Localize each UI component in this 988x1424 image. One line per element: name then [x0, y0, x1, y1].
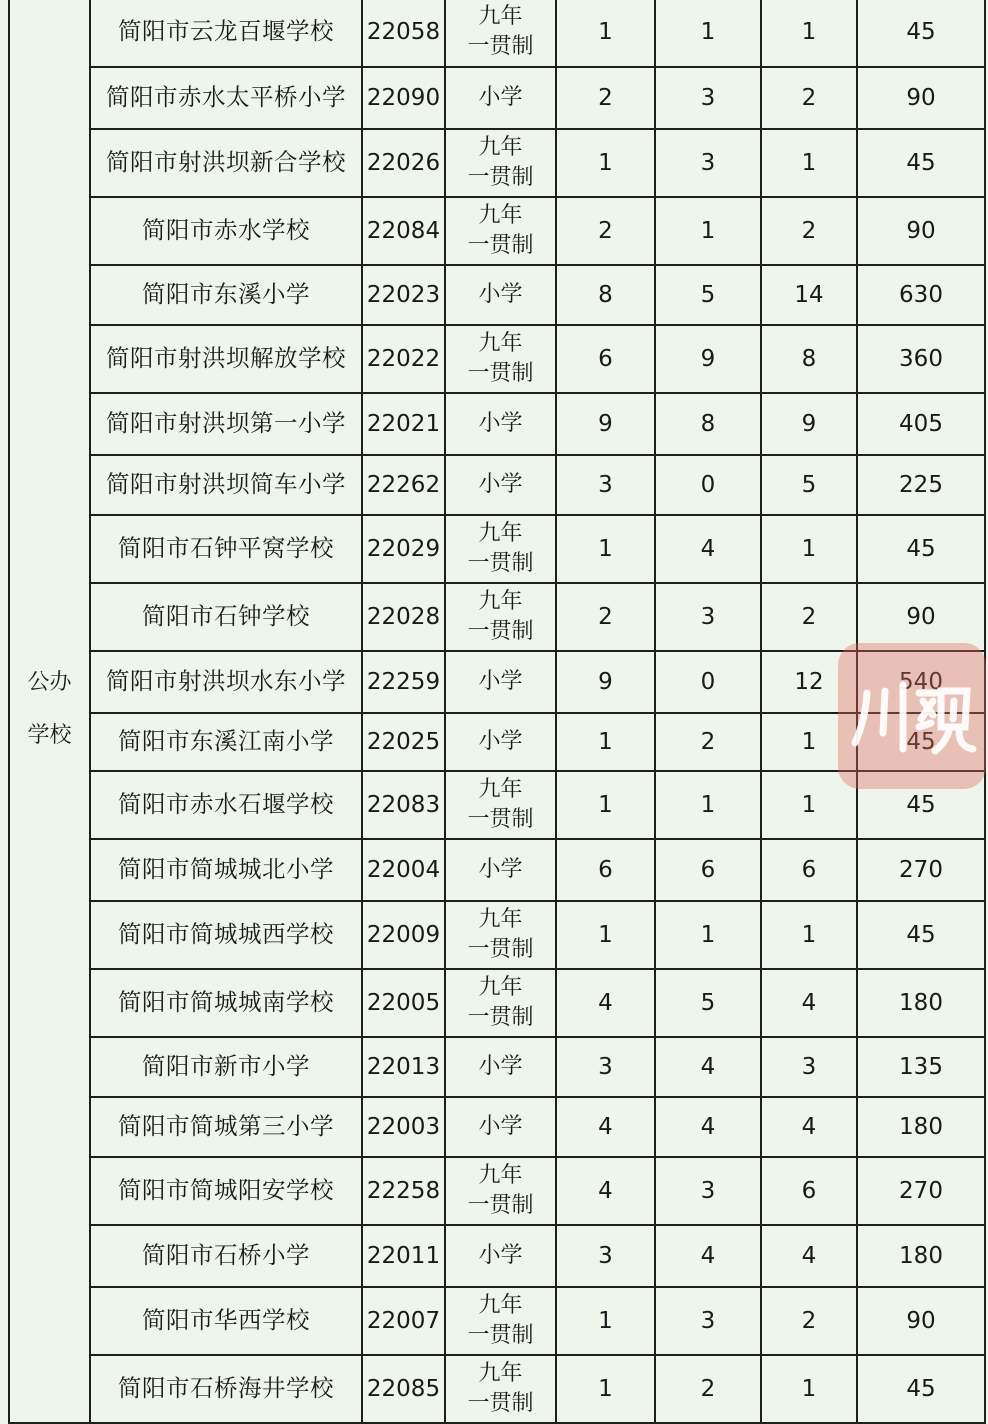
total-cell: 45	[857, 1355, 985, 1423]
table-row	[9, 393, 985, 455]
total-cell: 45	[857, 901, 985, 969]
school-code-cell: 22023	[362, 265, 445, 325]
school-type-cell	[445, 901, 556, 969]
total-cell: 630	[857, 265, 985, 325]
school-type-cell	[445, 265, 556, 325]
school-name-cell: 简阳市简城第三小学	[90, 1097, 362, 1157]
count-cell-1: 1	[556, 129, 655, 197]
count-cell-2: 4	[655, 1097, 761, 1157]
school-name-cell: 简阳市石钟学校	[90, 583, 362, 651]
school-type-line: 小学	[478, 410, 523, 436]
school-code-cell: 22007	[362, 1287, 445, 1355]
school-name-cell: 简阳市射洪坝解放学校	[90, 325, 362, 393]
chuanguan-logo-icon	[847, 671, 977, 761]
total-cell: 180	[857, 969, 985, 1037]
school-code-cell: 22084	[362, 197, 445, 265]
school-name-cell: 简阳市赤水石堰学校	[90, 771, 362, 839]
school-type-line: 小学	[478, 1242, 523, 1268]
count-cell-1: 4	[556, 1097, 655, 1157]
count-cell-1: 1	[556, 771, 655, 839]
table-row	[9, 265, 985, 325]
school-type-cell	[445, 969, 556, 1037]
count-cell-3: 6	[761, 1157, 857, 1225]
total-cell: 180	[857, 1097, 985, 1157]
table-row	[9, 1355, 985, 1423]
table-row	[9, 969, 985, 1037]
table-row	[9, 1037, 985, 1097]
school-code-cell: 22028	[362, 583, 445, 651]
count-cell-2: 1	[655, 771, 761, 839]
count-cell-1: 3	[556, 1037, 655, 1097]
total-cell: 225	[857, 455, 985, 515]
total-cell: 270	[857, 839, 985, 901]
school-type-cell	[445, 0, 556, 67]
school-type-cell	[445, 455, 556, 515]
total-cell: 90	[857, 1287, 985, 1355]
count-cell-3: 1	[761, 901, 857, 969]
school-name-cell: 简阳市射洪坝第一小学	[90, 393, 362, 455]
count-cell-2: 4	[655, 1225, 761, 1287]
school-type-line: 九年	[478, 134, 523, 160]
table-row	[9, 901, 985, 969]
school-type-line: 小学	[478, 471, 523, 497]
count-cell-2: 3	[655, 1157, 761, 1225]
count-cell-1: 3	[556, 455, 655, 515]
table-row	[9, 197, 985, 265]
count-cell-3: 2	[761, 67, 857, 129]
school-type-line: 九年	[478, 3, 523, 29]
school-type-line: 一贯制	[467, 165, 534, 190]
school-type-line: 九年	[478, 776, 523, 802]
count-cell-1: 1	[556, 515, 655, 583]
school-type-cell	[445, 325, 556, 393]
count-cell-1: 2	[556, 583, 655, 651]
count-cell-3: 4	[761, 969, 857, 1037]
watermark-logo	[838, 643, 986, 789]
count-cell-3: 2	[761, 197, 857, 265]
category-label: 公办	[27, 670, 72, 696]
count-cell-3: 8	[761, 325, 857, 393]
count-cell-3: 1	[761, 1355, 857, 1423]
table-row	[9, 67, 985, 129]
school-type-line: 一贯制	[467, 1323, 534, 1348]
school-code-cell: 22258	[362, 1157, 445, 1225]
school-name-cell: 简阳市射洪坝水东小学	[90, 651, 362, 713]
count-cell-3: 2	[761, 1287, 857, 1355]
school-type-cell	[445, 771, 556, 839]
school-name-cell: 简阳市赤水学校	[90, 197, 362, 265]
school-name-cell: 简阳市简城城南学校	[90, 969, 362, 1037]
school-type-cell	[445, 651, 556, 713]
table-row	[9, 1287, 985, 1355]
total-cell: 360	[857, 325, 985, 393]
table-row	[9, 515, 985, 583]
school-type-cell	[445, 67, 556, 129]
school-code-cell: 22259	[362, 651, 445, 713]
count-cell-1: 6	[556, 325, 655, 393]
school-type-line: 小学	[478, 84, 523, 110]
count-cell-3: 1	[761, 713, 857, 771]
school-code-cell: 22022	[362, 325, 445, 393]
count-cell-2: 1	[655, 0, 761, 67]
table-row	[9, 129, 985, 197]
count-cell-3: 14	[761, 265, 857, 325]
total-cell: 90	[857, 583, 985, 651]
school-type-cell	[445, 1287, 556, 1355]
school-type-line: 九年	[478, 520, 523, 546]
total-cell: 45	[857, 771, 985, 839]
school-name-cell: 简阳市云龙百堰学校	[90, 0, 362, 67]
count-cell-1: 9	[556, 393, 655, 455]
count-cell-2: 0	[655, 651, 761, 713]
school-code-cell: 22026	[362, 129, 445, 197]
school-type-line: 九年	[478, 588, 523, 614]
school-code-cell: 22058	[362, 0, 445, 67]
school-type-line: 一贯制	[467, 233, 534, 258]
count-cell-2: 1	[655, 901, 761, 969]
school-type-line: 一贯制	[467, 1391, 534, 1416]
count-cell-3: 1	[761, 515, 857, 583]
count-cell-2: 3	[655, 129, 761, 197]
count-cell-2: 1	[655, 197, 761, 265]
school-type-cell	[445, 197, 556, 265]
school-type-line: 小学	[478, 728, 523, 754]
count-cell-3: 1	[761, 129, 857, 197]
category-cell	[9, 0, 90, 1423]
school-type-cell	[445, 1097, 556, 1157]
school-code-cell: 22090	[362, 67, 445, 129]
school-type-cell	[445, 713, 556, 771]
school-name-cell: 简阳市射洪坝简车小学	[90, 455, 362, 515]
school-type-cell	[445, 515, 556, 583]
school-code-cell: 22013	[362, 1037, 445, 1097]
school-name-cell: 简阳市简城城西学校	[90, 901, 362, 969]
school-type-line: 一贯制	[467, 807, 534, 832]
count-cell-3: 4	[761, 1225, 857, 1287]
school-type-cell	[445, 1037, 556, 1097]
total-cell: 45	[857, 129, 985, 197]
total-cell: 270	[857, 1157, 985, 1225]
school-code-cell: 22085	[362, 1355, 445, 1423]
count-cell-1: 1	[556, 901, 655, 969]
school-code-cell: 22011	[362, 1225, 445, 1287]
school-name-cell: 简阳市石桥小学	[90, 1225, 362, 1287]
count-cell-1: 1	[556, 713, 655, 771]
school-type-cell	[445, 839, 556, 901]
school-type-cell	[445, 393, 556, 455]
school-code-cell: 22003	[362, 1097, 445, 1157]
count-cell-3: 1	[761, 771, 857, 839]
count-cell-1: 3	[556, 1225, 655, 1287]
count-cell-2: 6	[655, 839, 761, 901]
school-type-line: 九年	[478, 1292, 523, 1318]
school-type-line: 九年	[478, 1162, 523, 1188]
school-type-cell	[445, 1355, 556, 1423]
school-type-line: 一贯制	[467, 34, 534, 59]
count-cell-1: 4	[556, 969, 655, 1037]
school-type-line: 九年	[478, 330, 523, 356]
school-code-cell: 22009	[362, 901, 445, 969]
count-cell-3: 5	[761, 455, 857, 515]
count-cell-2: 5	[655, 969, 761, 1037]
table-row	[9, 839, 985, 901]
total-cell: 45	[857, 0, 985, 67]
count-cell-1: 6	[556, 839, 655, 901]
total-cell: 45	[857, 713, 985, 771]
count-cell-1: 1	[556, 1355, 655, 1423]
school-type-line: 小学	[478, 1113, 523, 1139]
count-cell-3: 6	[761, 839, 857, 901]
total-cell: 180	[857, 1225, 985, 1287]
count-cell-3: 1	[761, 0, 857, 67]
count-cell-1: 2	[556, 67, 655, 129]
school-code-cell: 22029	[362, 515, 445, 583]
count-cell-2: 3	[655, 67, 761, 129]
count-cell-2: 9	[655, 325, 761, 393]
school-type-line: 九年	[478, 202, 523, 228]
school-name-cell: 简阳市射洪坝新合学校	[90, 129, 362, 197]
total-cell: 90	[857, 197, 985, 265]
school-type-line: 小学	[478, 281, 523, 307]
category-label: 学校	[27, 723, 72, 748]
school-name-cell: 简阳市华西学校	[90, 1287, 362, 1355]
count-cell-1: 1	[556, 0, 655, 67]
total-cell: 540	[857, 651, 985, 713]
school-type-cell	[445, 583, 556, 651]
count-cell-2: 4	[655, 515, 761, 583]
school-code-cell: 22083	[362, 771, 445, 839]
total-cell: 45	[857, 515, 985, 583]
count-cell-2: 0	[655, 455, 761, 515]
school-type-line: 小学	[478, 856, 523, 882]
count-cell-1: 2	[556, 197, 655, 265]
school-name-cell: 简阳市新市小学	[90, 1037, 362, 1097]
count-cell-3: 9	[761, 393, 857, 455]
total-cell: 135	[857, 1037, 985, 1097]
count-cell-1: 4	[556, 1157, 655, 1225]
count-cell-2: 3	[655, 1287, 761, 1355]
school-type-line: 小学	[478, 668, 523, 694]
school-name-cell: 简阳市东溪小学	[90, 265, 362, 325]
school-code-cell: 22025	[362, 713, 445, 771]
count-cell-2: 4	[655, 1037, 761, 1097]
table-row	[9, 1097, 985, 1157]
table-row	[9, 1157, 985, 1225]
school-type-line: 九年	[478, 906, 523, 932]
school-type-line: 一贯制	[467, 1005, 534, 1030]
school-type-cell	[445, 129, 556, 197]
table-row	[9, 0, 985, 67]
table-row	[9, 455, 985, 515]
school-type-line: 一贯制	[467, 551, 534, 576]
school-code-cell: 22004	[362, 839, 445, 901]
school-name-cell: 简阳市石钟平窝学校	[90, 515, 362, 583]
count-cell-2: 2	[655, 1355, 761, 1423]
count-cell-2: 5	[655, 265, 761, 325]
school-type-line: 九年	[478, 1360, 523, 1386]
count-cell-2: 2	[655, 713, 761, 771]
school-type-cell	[445, 1157, 556, 1225]
count-cell-3: 3	[761, 1037, 857, 1097]
table-row	[9, 325, 985, 393]
total-cell: 90	[857, 67, 985, 129]
count-cell-2: 3	[655, 583, 761, 651]
count-cell-3: 4	[761, 1097, 857, 1157]
school-type-line: 九年	[478, 974, 523, 1000]
school-name-cell: 简阳市石桥海井学校	[90, 1355, 362, 1423]
count-cell-3: 12	[761, 651, 857, 713]
count-cell-1: 8	[556, 265, 655, 325]
school-name-cell: 简阳市东溪江南小学	[90, 713, 362, 771]
count-cell-1: 9	[556, 651, 655, 713]
school-type-line: 一贯制	[467, 361, 534, 386]
school-code-cell: 22021	[362, 393, 445, 455]
table-row	[9, 771, 985, 839]
table-row	[9, 1225, 985, 1287]
school-name-cell: 简阳市简城阳安学校	[90, 1157, 362, 1225]
school-type-line: 一贯制	[467, 1193, 534, 1218]
count-cell-3: 2	[761, 583, 857, 651]
school-type-line: 一贯制	[467, 619, 534, 644]
count-cell-1: 1	[556, 1287, 655, 1355]
total-cell: 405	[857, 393, 985, 455]
school-name-cell: 简阳市简城城北小学	[90, 839, 362, 901]
school-code-cell: 22005	[362, 969, 445, 1037]
school-type-line: 小学	[478, 1053, 523, 1079]
school-code-cell: 22262	[362, 455, 445, 515]
school-type-cell	[445, 1225, 556, 1287]
school-type-line: 一贯制	[467, 937, 534, 962]
table-row	[9, 583, 985, 651]
count-cell-2: 8	[655, 393, 761, 455]
school-name-cell: 简阳市赤水太平桥小学	[90, 67, 362, 129]
